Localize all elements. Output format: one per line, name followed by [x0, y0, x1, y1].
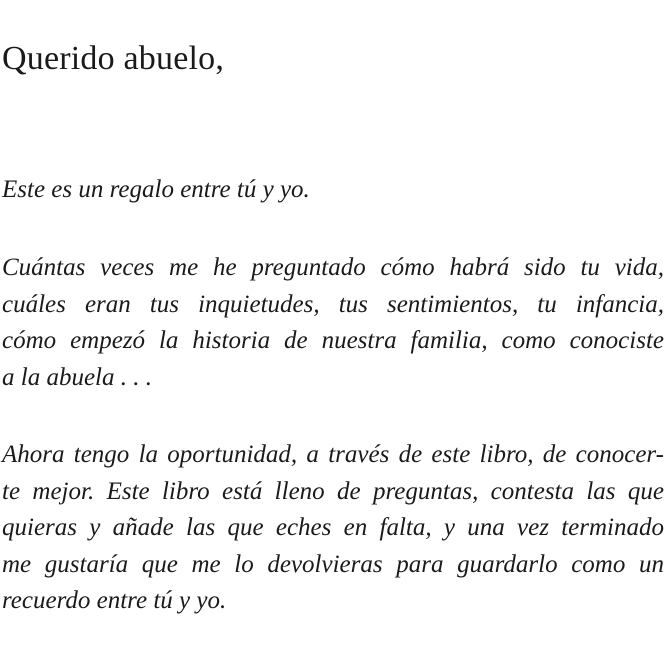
text-line: quieras y añade las que eches en falta, y una vez terminado	[2, 514, 664, 541]
text-line: me gustaría que me lo devolvieras para guardarlo como un	[2, 550, 664, 578]
paragraph-questions	[2, 250, 664, 396]
salutation: Querido abuelo,	[2, 40, 225, 77]
text-line: recuerdo entre tú y yo.	[2, 587, 227, 614]
text-line: Ahora tengo la oportunidad, a través de este libro, de conocer-	[2, 441, 664, 468]
text-line: te mejor. Este libro está lleno de preguntas, contesta las que	[2, 477, 664, 505]
text-line: cuáles eran tus inquietudes, tus sentimientos, tu infancia,	[2, 290, 664, 318]
text-line: Este es un regalo entre tú y yo.	[2, 176, 310, 203]
text-line: cómo empezó la historia de nuestra familia, como conociste	[2, 327, 664, 354]
text-line: Cuántas veces me he preguntado cómo habrá sido tu vida,	[2, 254, 664, 281]
paragraph-intro	[2, 172, 664, 209]
paragraph-request	[2, 437, 664, 620]
text-line: a la abuela . . .	[2, 363, 152, 391]
